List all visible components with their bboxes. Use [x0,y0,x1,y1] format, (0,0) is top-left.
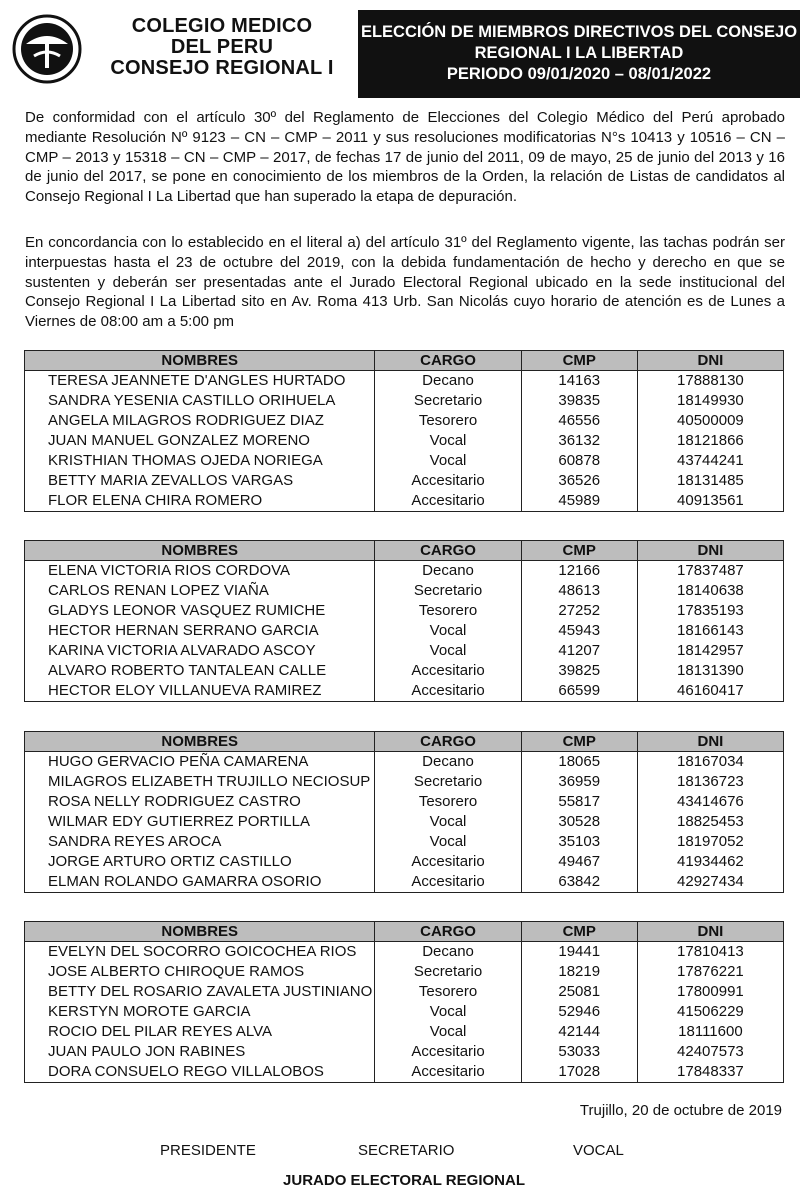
cargo-cell: Accesitario [375,1042,521,1062]
column-header: CARGO [375,732,521,752]
dni-cell: 43414676 [637,792,783,812]
cargo-cell: Tesorero [375,982,521,1002]
cmp-cell: 49467 [521,852,637,872]
table-row [25,872,784,893]
candidate-list-table [24,540,784,702]
table-row [25,1022,784,1042]
cmp-cell: 18065 [521,752,637,773]
cargo-cell: Accesitario [375,872,521,893]
election-title-box [358,10,800,98]
column-header: NOMBRES [25,351,375,371]
cargo-cell: Accesitario [375,852,521,872]
table-row [25,391,784,411]
name-cell: HECTOR ELOY VILLANUEVA RAMIREZ [25,681,375,702]
date-line: Trujillo, 20 de octubre de 2019 [579,1102,782,1119]
cargo-cell: Vocal [375,812,521,832]
cargo-cell: Decano [375,371,521,392]
table-row [25,641,784,661]
table-row [25,561,784,582]
dni-cell: 42407573 [637,1042,783,1062]
cmp-cell: 27252 [521,601,637,621]
table-row [25,852,784,872]
cmp-cell: 12166 [521,561,637,582]
candidate-list-table [24,921,784,1083]
name-cell: JUAN MANUEL GONZALEZ MORENO [25,431,375,451]
name-cell: KRISTHIAN THOMAS OJEDA NORIEGA [25,451,375,471]
cmp-cell: 48613 [521,581,637,601]
table-row [25,1002,784,1022]
cmp-cell: 25081 [521,982,637,1002]
dni-cell: 17835193 [637,601,783,621]
name-cell: KERSTYN MOROTE GARCIA [25,1002,375,1022]
table-row [25,471,784,491]
dni-cell: 18131390 [637,661,783,681]
column-header: NOMBRES [25,922,375,942]
cargo-cell: Decano [375,561,521,582]
column-header: CMP [521,541,637,561]
column-header: CARGO [375,541,521,561]
cargo-cell: Vocal [375,621,521,641]
name-cell: SANDRA REYES AROCA [25,832,375,852]
cargo-cell: Secretario [375,772,521,792]
table-header-row [25,922,784,942]
name-cell: JORGE ARTURO ORTIZ CASTILLO [25,852,375,872]
cargo-cell: Accesitario [375,661,521,681]
name-cell: HECTOR HERNAN SERRANO GARCIA [25,621,375,641]
dni-cell: 18166143 [637,621,783,641]
dni-cell: 18136723 [637,772,783,792]
table-row [25,621,784,641]
table-row [25,962,784,982]
signature-presidente: PRESIDENTE [160,1142,256,1159]
cargo-cell: Vocal [375,431,521,451]
name-cell: BETTY DEL ROSARIO ZAVALETA JUSTINIANO [25,982,375,1002]
column-header: CARGO [375,922,521,942]
cmp-cell: 63842 [521,872,637,893]
column-header: CMP [521,922,637,942]
institution-line: DEL PERU [170,36,274,58]
cargo-cell: Vocal [375,641,521,661]
table-row [25,752,784,773]
cargo-cell: Accesitario [375,491,521,512]
dni-cell: 41506229 [637,1002,783,1022]
column-header: CMP [521,732,637,752]
dni-cell: 18121866 [637,431,783,451]
cmp-cell: 66599 [521,681,637,702]
dni-cell: 17848337 [637,1062,783,1083]
cmp-cell: 36132 [521,431,637,451]
table-row [25,681,784,702]
cargo-cell: Vocal [375,832,521,852]
candidate-list-table [24,350,784,512]
cmp-cell: 30528 [521,812,637,832]
table-header-row [25,351,784,371]
cargo-cell: Vocal [375,1002,521,1022]
name-cell: DORA CONSUELO REGO VILLALOBOS [25,1062,375,1083]
dni-cell: 41934462 [637,852,783,872]
title-line: REGIONAL I LA LIBERTAD [474,44,684,62]
column-header: DNI [637,351,783,371]
cmp-cell: 39825 [521,661,637,681]
cargo-cell: Secretario [375,581,521,601]
dni-cell: 18167034 [637,752,783,773]
table-row [25,491,784,512]
cmp-cell: 53033 [521,1042,637,1062]
cargo-cell: Decano [375,752,521,773]
column-header: DNI [637,732,783,752]
dni-cell: 17888130 [637,371,783,392]
cmp-cell: 36959 [521,772,637,792]
dni-cell: 18825453 [637,812,783,832]
cmp-cell: 36526 [521,471,637,491]
cargo-cell: Accesitario [375,471,521,491]
cmp-cell: 55817 [521,792,637,812]
name-cell: SANDRA YESENIA CASTILLO ORIHUELA [25,391,375,411]
institution-line: COLEGIO MEDICO [131,15,313,37]
dni-cell: 17876221 [637,962,783,982]
cargo-cell: Secretario [375,391,521,411]
header [12,10,800,98]
column-header: CARGO [375,351,521,371]
jury-name: JURADO ELECTORAL REGIONAL [283,1172,525,1189]
name-cell: EVELYN DEL SOCORRO GOICOCHEA RIOS [25,942,375,963]
signature-secretario: SECRETARIO [358,1142,455,1159]
name-cell: ALVARO ROBERTO TANTALEAN CALLE [25,661,375,681]
dni-cell: 17810413 [637,942,783,963]
table-row [25,451,784,471]
table-row [25,1062,784,1083]
dni-cell: 17800991 [637,982,783,1002]
name-cell: ANGELA MILAGROS RODRIGUEZ DIAZ [25,411,375,431]
name-cell: BETTY MARIA ZEVALLOS VARGAS [25,471,375,491]
name-cell: FLOR ELENA CHIRA ROMERO [25,491,375,512]
dni-cell: 18111600 [637,1022,783,1042]
cargo-cell: Vocal [375,451,521,471]
name-cell: HUGO GERVACIO PEÑA CAMARENA [25,752,375,773]
table-row [25,581,784,601]
table-row [25,371,784,392]
dni-cell: 42927434 [637,872,783,893]
cmp-cell: 14163 [521,371,637,392]
table-row [25,942,784,963]
dni-cell: 40913561 [637,491,783,512]
candidate-list-table [24,731,784,893]
dni-cell: 18131485 [637,471,783,491]
name-cell: WILMAR EDY GUTIERREZ PORTILLA [25,812,375,832]
cmp-cell: 52946 [521,1002,637,1022]
table-header-row [25,732,784,752]
name-cell: MILAGROS ELIZABETH TRUJILLO NECIOSUP [25,772,375,792]
cargo-cell: Secretario [375,962,521,982]
cargo-cell: Decano [375,942,521,963]
dni-cell: 43744241 [637,451,783,471]
cmp-cell: 39835 [521,391,637,411]
name-cell: ROCIO DEL PILAR REYES ALVA [25,1022,375,1042]
name-cell: KARINA VICTORIA ALVARADO ASCOY [25,641,375,661]
institution-line: CONSEJO REGIONAL I [110,57,334,79]
cargo-cell: Accesitario [375,681,521,702]
column-header: DNI [637,541,783,561]
dni-cell: 40500009 [637,411,783,431]
cmp-cell: 42144 [521,1022,637,1042]
cmp-cell: 35103 [521,832,637,852]
name-cell: GLADYS LEONOR VASQUEZ RUMICHE [25,601,375,621]
table-row [25,982,784,1002]
name-cell: JOSE ALBERTO CHIROQUE RAMOS [25,962,375,982]
dni-cell: 18197052 [637,832,783,852]
name-cell: CARLOS RENAN LOPEZ VIAÑA [25,581,375,601]
name-cell: ROSA NELLY RODRIGUEZ CASTRO [25,792,375,812]
table-row [25,792,784,812]
cargo-cell: Tesorero [375,601,521,621]
name-cell: ELENA VICTORIA RIOS CORDOVA [25,561,375,582]
paragraph-intro: De conformidad con el artículo 30º del Reglamento de Elecciones del Colegio Médico del Perú aprobado mediante Resolución Nº 9123 – CN – CMP – 2011 y sus resoluciones modificatorias N°s 10413 y 10516 – CN – CMP – 2013 y 15318 – CN – CMP – 2017, de fechas 17 de junio del 2011, 09 de mayo, 25 de junio del 2013 y 16 de junio del 2017, se pone en conocimiento de los miembros de la Orden, la relación de Listas de candidatos al Consejo Regional I La Libertad que han superado la etapa de depuración. [25,109,785,206]
cmp-cell: 46556 [521,411,637,431]
cmp-cell: 60878 [521,451,637,471]
cargo-cell: Accesitario [375,1062,521,1083]
signature-vocal: VOCAL [573,1142,624,1159]
table-row [25,431,784,451]
title-line: ELECCIÓN DE MIEMBROS DIRECTIVOS DEL CONSEJO [360,23,798,41]
name-cell: JUAN PAULO JON RABINES [25,1042,375,1062]
cmp-cell: 45943 [521,621,637,641]
dni-cell: 17837487 [637,561,783,582]
cargo-cell: Tesorero [375,792,521,812]
table-row [25,812,784,832]
dni-cell: 46160417 [637,681,783,702]
cmp-cell: 18219 [521,962,637,982]
title-line: PERIODO 09/01/2020 – 08/01/2022 [446,65,712,83]
dni-cell: 18142957 [637,641,783,661]
dni-cell: 18140638 [637,581,783,601]
paragraph-tachas: En concordancia con lo establecido en el literal a) del artículo 31º del Reglamento vigente, las tachas podrán ser interpuestas hasta el 23 de octubre del 2019, con la debida fundamentación de hecho y derecho en que se sustenten y deberán ser presentadas ante el Jurado Electoral Regional ubicado en la sede institucional del Consejo Regional I La Libertad sito en Av. Roma 413 Urb. San Nicolás cuyo horario de atención es de Lunes a Viernes de 08:00 am a 5:00 pm [25,234,785,331]
table-row [25,772,784,792]
dni-cell: 18149930 [637,391,783,411]
cmp-cell: 41207 [521,641,637,661]
column-header: DNI [637,922,783,942]
cargo-cell: Tesorero [375,411,521,431]
table-row [25,661,784,681]
cmp-cell: 19441 [521,942,637,963]
column-header: CMP [521,351,637,371]
table-row [25,832,784,852]
column-header: NOMBRES [25,541,375,561]
name-cell: ELMAN ROLANDO GAMARRA OSORIO [25,872,375,893]
table-row [25,411,784,431]
cmp-cell: 45989 [521,491,637,512]
table-row [25,1042,784,1062]
table-row [25,601,784,621]
name-cell: TERESA JEANNETE D'ANGLES HURTADO [25,371,375,392]
table-header-row [25,541,784,561]
cmp-cell: 17028 [521,1062,637,1083]
column-header: NOMBRES [25,732,375,752]
cargo-cell: Vocal [375,1022,521,1042]
